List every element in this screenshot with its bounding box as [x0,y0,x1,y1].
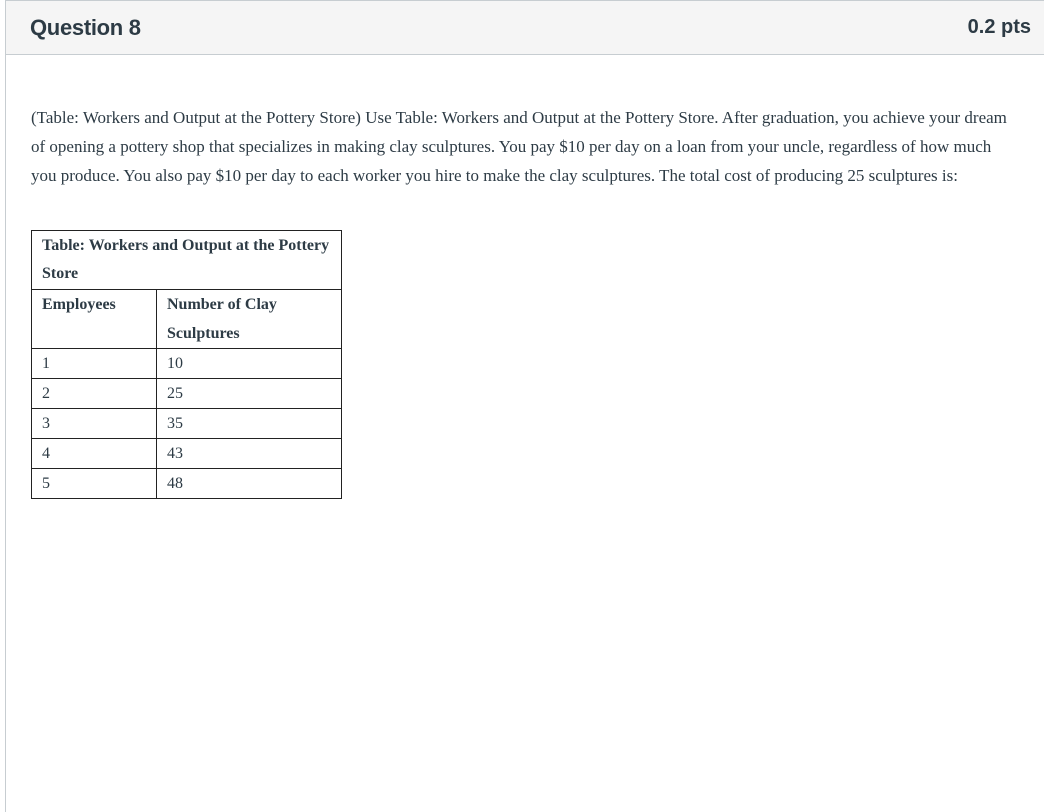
table-caption-row [32,231,342,290]
workers-output-table [31,230,342,499]
sculptures-cell: 35 [157,409,342,439]
sculptures-cell: 10 [157,349,342,379]
column-header-sculptures: Number of Clay Sculptures [157,290,342,349]
table-row [32,349,342,379]
table-row [32,409,342,439]
table-row [32,469,342,499]
column-header-employees: Employees [32,290,157,349]
table-header-row [32,290,342,349]
question-header [6,1,1044,55]
sculptures-cell: 48 [157,469,342,499]
employees-cell: 5 [32,469,157,499]
sculptures-cell: 43 [157,439,342,469]
question-card [5,0,1044,812]
question-text: (Table: Workers and Output at the Pottery Store) Use Table: Workers and Output at the Pottery Store. After graduation, you achieve your dream of opening a pottery shop that specializes in making clay sculptures. You pay $10 per day on a loan from your uncle, regardless of how much you produce. You also pay $10 per day to each worker you hire to make the clay sculptures. The total cost of producing 25 sculptures is: [31,108,1007,185]
table-row [32,439,342,469]
sculptures-cell: 25 [157,379,342,409]
employees-cell: 4 [32,439,157,469]
table-row [32,379,342,409]
table-caption: Table: Workers and Output at the Pottery Store [32,231,342,290]
employees-cell: 3 [32,409,157,439]
question-title: Question 8 [30,14,141,40]
question-points: 0.2 pts [967,16,1031,38]
employees-cell: 1 [32,349,157,379]
question-body [6,55,1044,499]
employees-cell: 2 [32,379,157,409]
